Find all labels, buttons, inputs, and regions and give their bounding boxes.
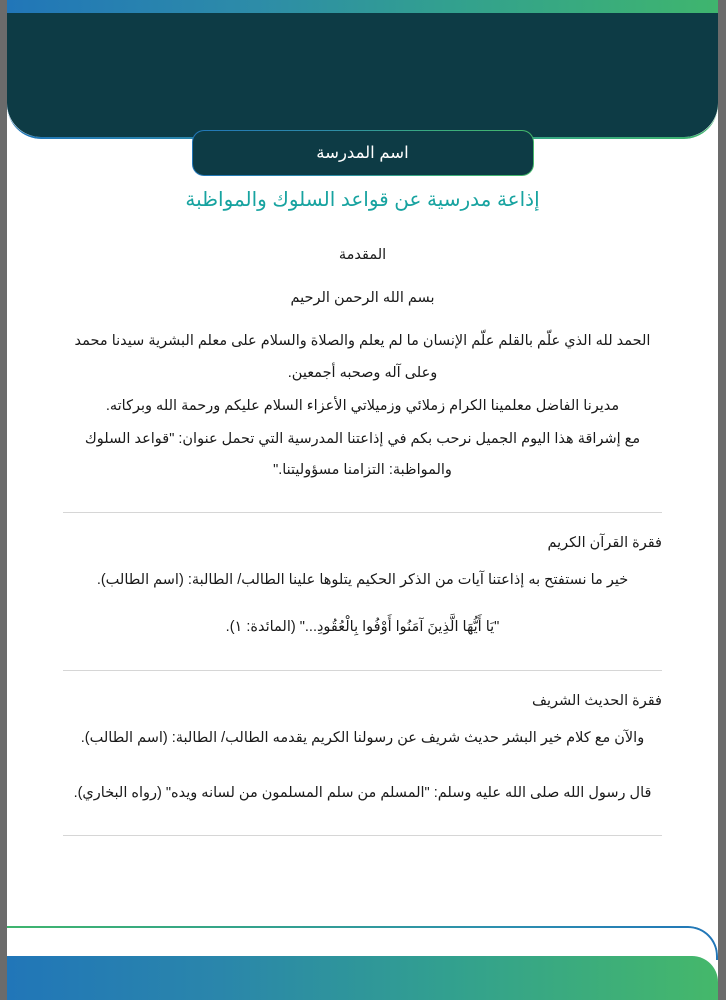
document-body — [7, 186, 718, 1000]
intro-paragraph-1: الحمد لله الذي علّم بالقلم علّم الإنسان ما لم يعلم والصلاة والسلام على معلم البشرية سيدنا محمد وعلى آله وصحبه أجمعين. — [74, 333, 651, 381]
page-title: إذاعة مدرسية عن قواعد السلوك والمواظبة — [185, 189, 540, 211]
intro-paragraph-2: مديرنا الفاضل معلمينا الكرام زملائي وزميلاتي الأعزاء السلام عليكم ورحمة الله وبركاته. — [105, 397, 620, 414]
school-name-label: اسم المدرسة — [316, 144, 409, 162]
section-divider — [63, 835, 662, 836]
basmala-line: بسم الله الرحمن الرحيم — [290, 290, 435, 307]
intro-paragraph-3: مع إشراقة هذا اليوم الجميل نرحب بكم في إذاعتنا المدرسية التي تحمل عنوان: "قواعد السلوك والمواظبة: التزامنا مسؤوليتنا." — [84, 430, 641, 479]
school-name-box — [192, 130, 534, 176]
section-divider — [63, 670, 662, 671]
document-page — [7, 0, 718, 1000]
hadith-intro-text: والآن مع كلام خير البشر حديث شريف عن رسولنا الكريم يقدمه الطالب/ الطالبة: (اسم الطالب). — [80, 729, 645, 746]
top-gradient-strip — [7, 0, 718, 13]
quran-verse-text: "يَا أَيُّهَا الَّذِينَ آمَنُوا أَوْفُوا بِالْعُقُودِ..." (المائدة: ١). — [225, 619, 500, 636]
section-divider — [63, 512, 662, 513]
quran-section-heading: فقرة القرآن الكريم — [547, 535, 662, 552]
spacer — [63, 598, 662, 612]
hadith-section-heading: فقرة الحديث الشريف — [531, 692, 662, 709]
intro-heading: المقدمة — [338, 247, 387, 263]
footer — [7, 926, 718, 1000]
hadith-quote-text: قال رسول الله صلى الله عليه وسلم: "المسلم من سلم المسلمون من لسانه ويده" (رواه البخاري). — [73, 784, 652, 801]
footer-curve-accent — [7, 926, 718, 960]
quran-intro-text: خير ما نستفتح به إذاعتنا آيات من الذكر الحكيم يتلوها علينا الطالب/ الطالبة: (اسم الطالب). — [96, 572, 629, 589]
footer-gradient-bar — [7, 956, 718, 1000]
spacer — [63, 756, 662, 778]
header-panel — [7, 13, 718, 137]
